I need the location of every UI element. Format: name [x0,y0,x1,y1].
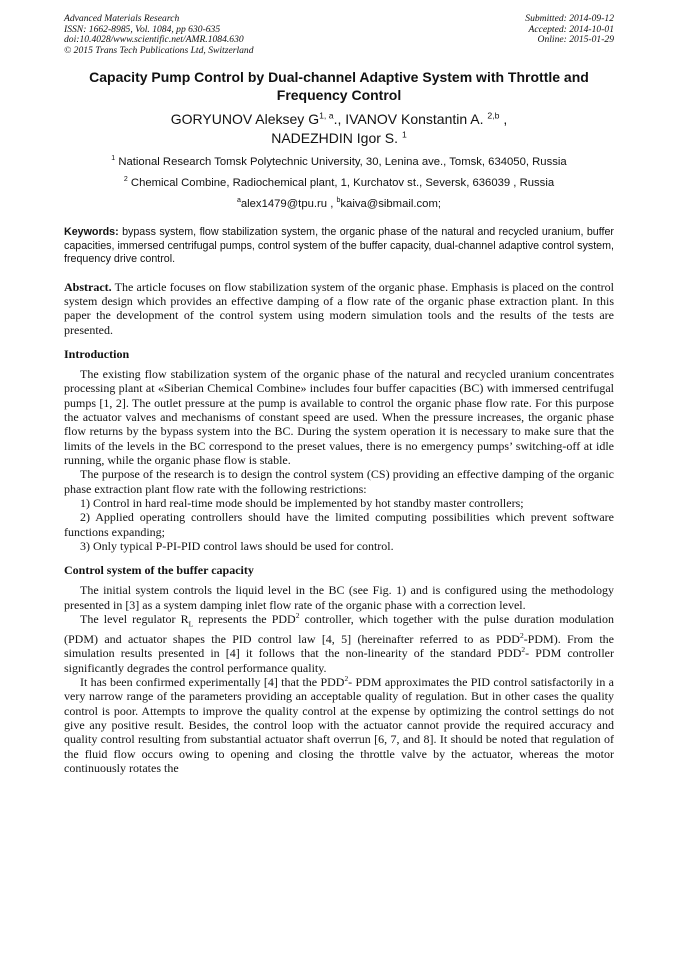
paper-title: Capacity Pump Control by Dual-channel Adaptive System with Throttle and Frequency Control [89,69,589,104]
email-b[interactable]: kaiva@sibmail.com; [340,198,442,211]
section2-paragraph: The initial system controls the liquid level in the BC (see Fig. 1) and is configured using the methodology presented in [3] as a system damping inlet flow rate of the organic phase with a correction level. [64,583,614,612]
text-run: - PDM approximates the PID control satisfactorily in a very narrow range of the parameters providing an acceptable quality of regulation. But in other cases the quality control is poor. Attempts to improve the quality control at the expense by optimizing the control settings do not give any positive result. Besides, the control loop with the actuator cannot provide the required accuracy and quality control resulting from substantial actuator shaft overrun [6, 7, and 8]. It should be noted that regulation of the fluid flow occurs owing to opening and closing the throttle valve by the actuator, whereas the motor continuously rotates the [64,674,614,775]
accepted-date: Accepted: 2014-10-01 [528,23,614,35]
dates-info [525,14,614,56]
paper-page [64,14,614,775]
text-run: -PDM). From the simulation results presented in [4] it follows that the non-linearity of the standard PDD [64,631,614,661]
issn-line: ISSN: 1662-8985, Vol. 1084, pp 630-635 [64,23,221,35]
affiliation-1 [64,155,614,169]
text-run: The level regulator R [80,612,189,627]
submitted-date: Submitted: 2014-09-12 [525,13,614,24]
journal-header [64,14,614,56]
text-run: It has been confirmed experimentally [4] that the PDD [80,674,345,689]
superscript: 2 [519,630,524,640]
email-a-sup: a [236,197,241,205]
author-list [64,110,614,148]
affiliation-1-text: National Research Tomsk Polytechnic University, 30, Lenina ave., Tomsk, 634050, Russia [118,156,567,169]
affiliation-2-text: Chemical Combine, Radiochemical plant, 1, Kurchatov st., Seversk, 636039 , Russia [130,177,555,190]
superscript: 2 [344,673,349,683]
text-run: controller, which together with the pulse duration modulation (PDM) and actuator shapes the PID control law [4, 5] (hereinafter referred to as PDD [64,612,614,646]
affiliation-2-sup: 2 [123,176,128,184]
abstract-text: The article focuses on flow stabilization system of the organic phase. Emphasis is placed on the control system design which provides an effective damping of a flow rate of the organic phase extraction plant. In this paper the development of the control system using modern simulation tools and the results of the tests are presented. [64,279,614,337]
restriction-item: 2) Applied operating controllers should have the limited computing possibilities which prevent software functions expanding; [64,510,614,539]
journal-name: Advanced Materials Research [64,13,180,24]
author-separator: , [503,111,508,128]
keywords-label: Keywords: [64,226,119,239]
abstract-label: Abstract. [64,279,112,294]
doi-line: doi:10.4028/www.scientific.net/AMR.1084.630 [64,34,244,46]
copyright-line: © 2015 Trans Tech Publications Ltd, Switzerland [64,44,254,56]
control-system-section [64,583,614,775]
subscript: L [188,619,194,629]
superscript: 2 [295,611,300,621]
superscript: 2 [521,645,526,655]
email-a[interactable]: alex1479@tpu.ru [240,198,328,211]
text-run: represents the PDD [193,612,296,627]
author-emails [64,198,614,210]
intro-paragraph: The existing flow stabilization system of the organic phase of the natural and recycled uranium concentrates processing plant at «Siberian Chemical Combine» includes four buffer capacities (BC) with immersed centrifugal pumps [1, 2]. The outlet pressure at the pump is available to control the organic phase flow rate. For this purpose the actuator valves and mechanisms of constant speed are used. When the pressure increases, the organic phase flow returns by the bypass system into the BC. During the system operation it is necessary to make sure that the limits of the levels in the BC correspond to the preset values, there is no emergency pumps’ switching-off at idle running, while the organic phase flow is stable. [64,366,614,468]
keywords [64,226,614,266]
author-separator: ., [333,111,342,128]
section2-paragraph [64,612,614,675]
author-3: NADEZHDIN Igor S. [271,130,399,147]
keywords-text: bypass system, flow stabilization system, the organic phase of the natural and recycled uranium, buffer capacities, immersed centrifugal pumps, control system of the buffer capacity, dual-channel adaptive control system, frequency drive control. [64,226,614,266]
author-3-sup: 1 [401,129,407,140]
journal-info [64,14,254,56]
email-b-sup: b [336,197,341,205]
author-2: IVANOV Konstantin A. [345,111,484,128]
section2-paragraph [64,675,614,775]
section-heading-introduction: Introduction [64,346,130,361]
introduction-section [64,367,614,553]
author-1: GORYUNOV Aleksey G [170,111,320,128]
online-date: Online: 2015-01-29 [537,34,614,46]
author-2-sup: 2,b [487,110,500,121]
author-1-sup: 1, a [319,110,334,121]
affiliation-1-sup: 1 [111,155,116,163]
restriction-item: 3) Only typical P-PI-PID control laws should be used for control. [80,539,394,554]
email-separator: , [327,198,337,211]
affiliation-2 [64,176,614,190]
restriction-item: 1) Control in hard real-time mode should be implemented by hot standby master controllers; [80,496,524,511]
section-heading-control-system: Control system of the buffer capacity [64,563,254,578]
intro-paragraph: The purpose of the research is to design the control system (CS) providing an effective damping of the organic phase extraction plant flow rate with the following restrictions: [64,467,614,496]
text-run: - PDM controller significantly degrades the control performance quality. [64,646,615,675]
abstract [64,280,614,337]
